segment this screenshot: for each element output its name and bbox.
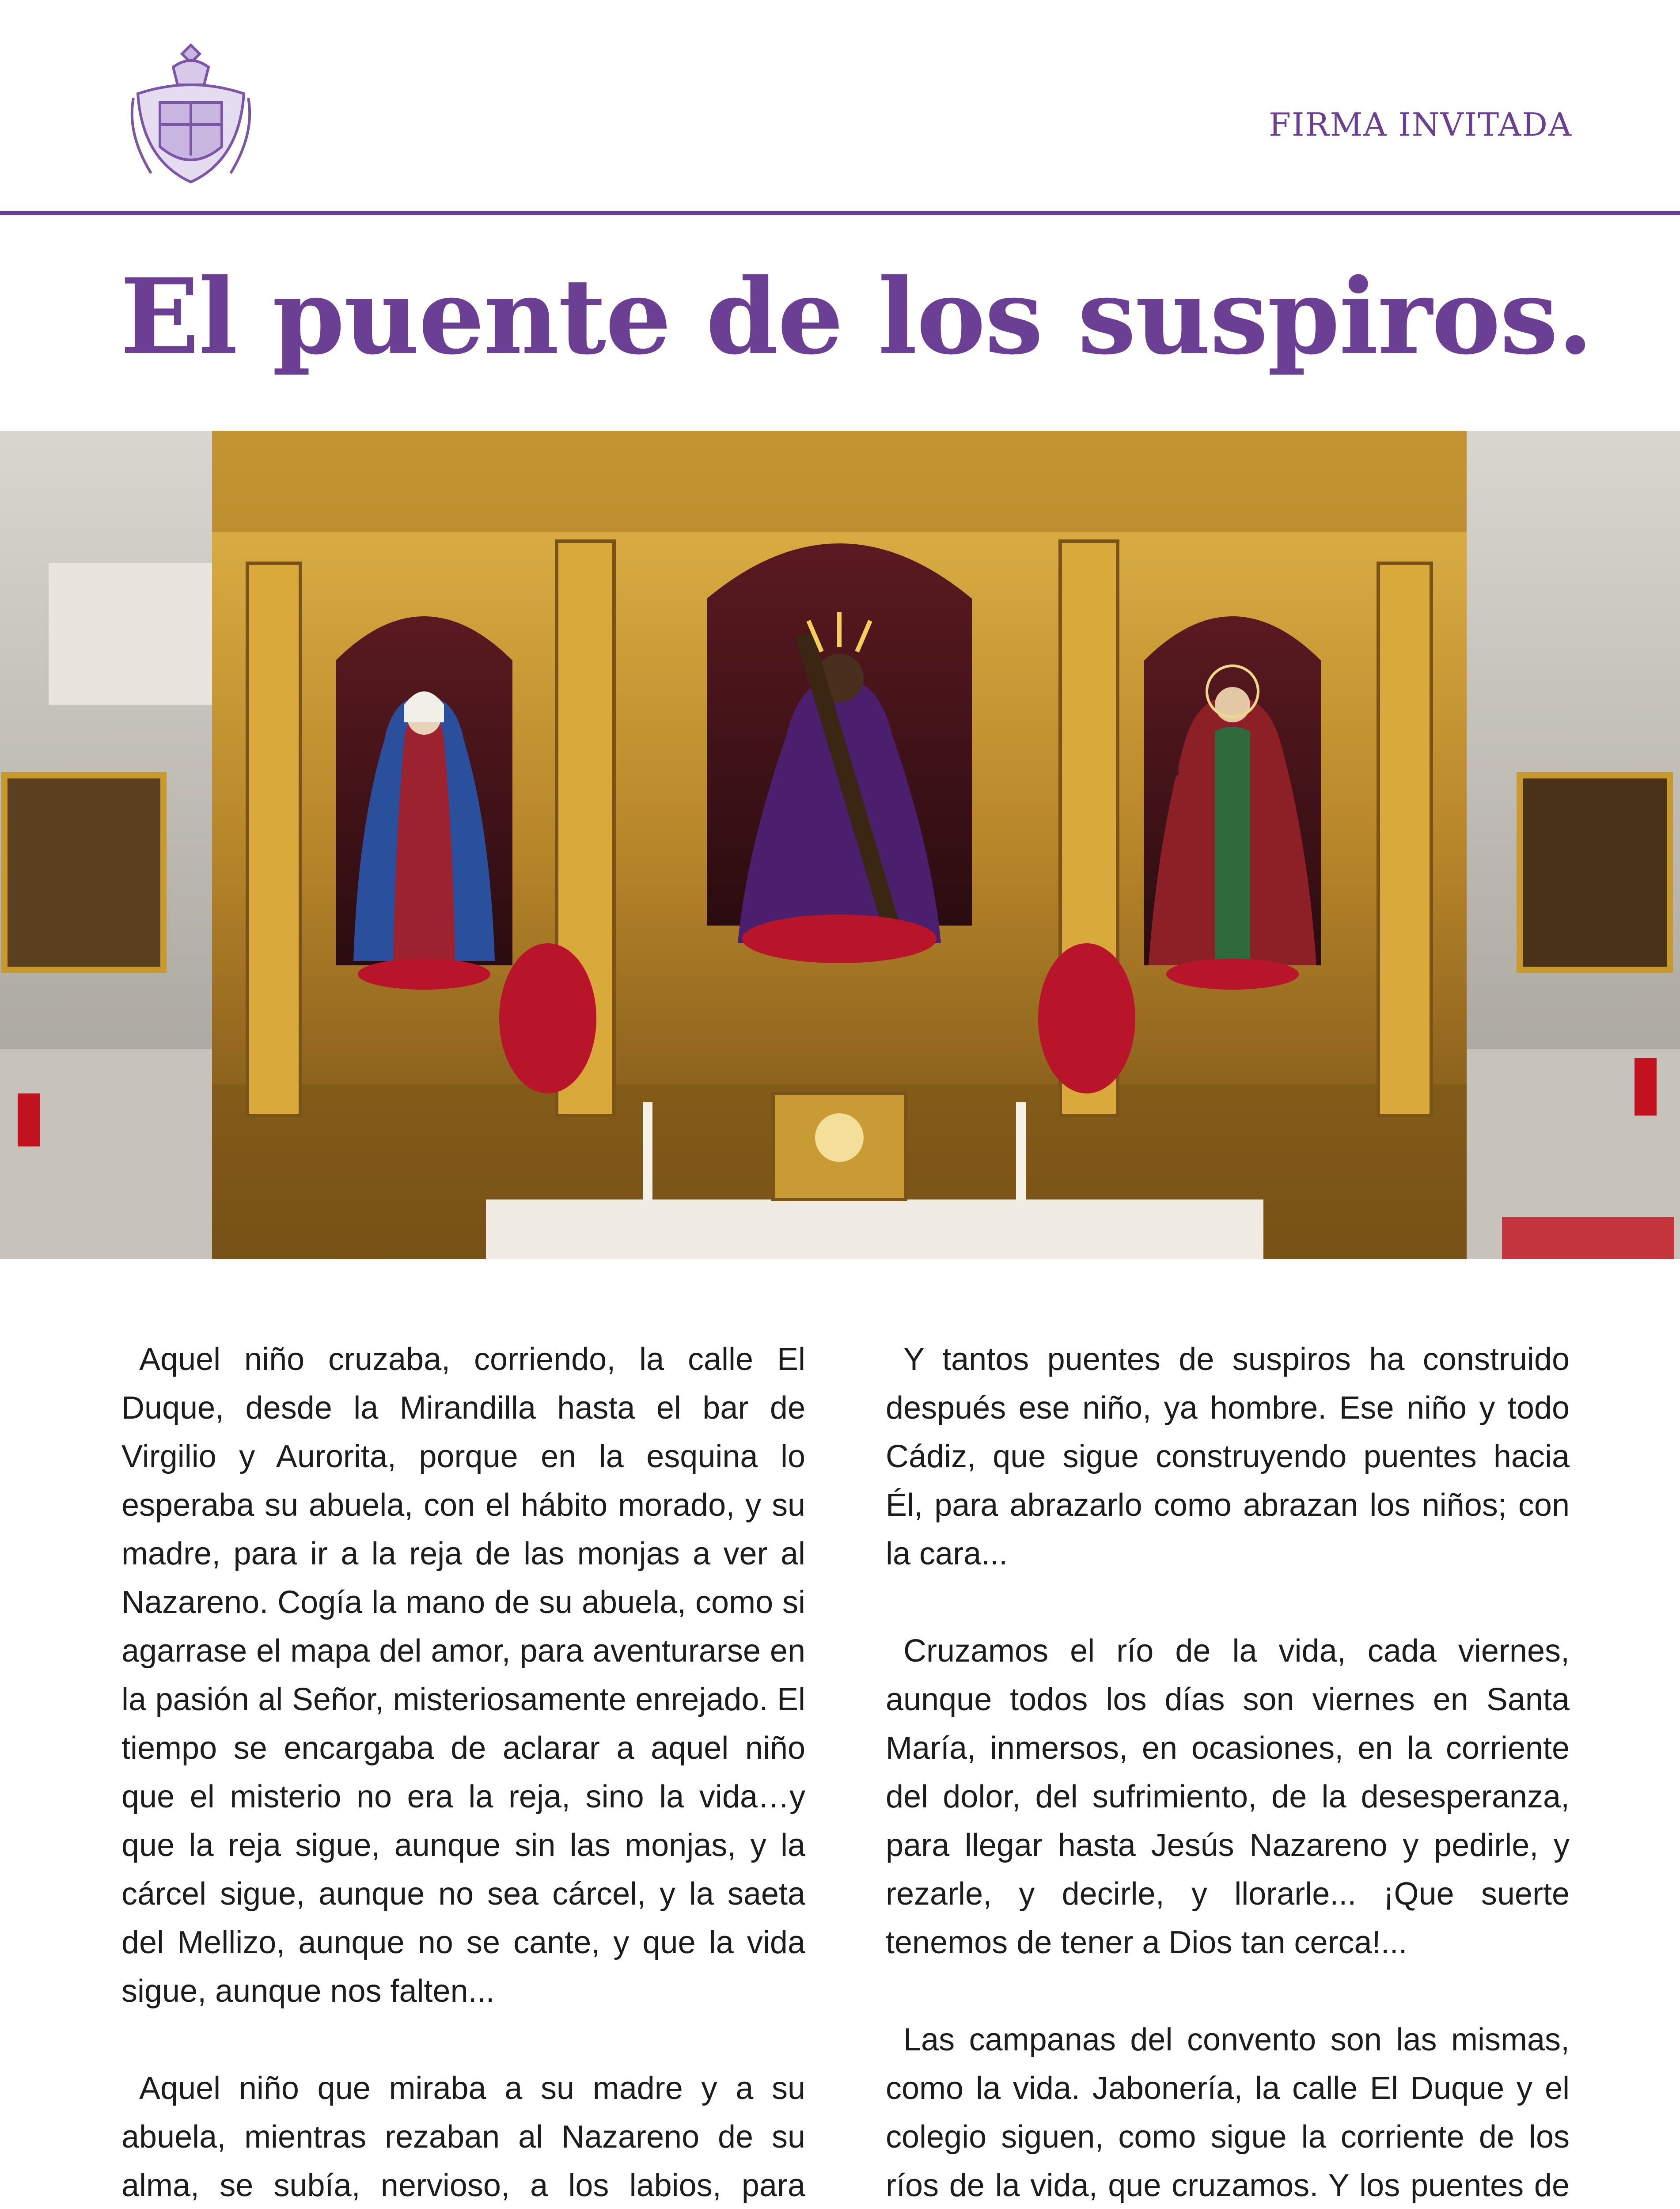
header-divider — [0, 211, 1680, 215]
right-text-column — [886, 1335, 1570, 2209]
paragraph: Aquel niño que miraba a su madre y a su abuela, mientras rezaban al Nazareno de su alma, se subía, nervioso, a los labios, para — [121, 2071, 805, 2203]
paragraph: Y tantos puentes de suspiros ha construido después ese niño, ya hombre. Ese niño y todo Cádiz, que sigue construyendo puentes hacia Él, para abrazarlo como abrazan los niños; con la cara... — [886, 1342, 1570, 1571]
article-title: El puente de los suspiros. — [120, 256, 1593, 378]
coat-of-arms-icon — [125, 41, 257, 191]
paragraph: Aquel niño cruzaba, corriendo, la calle El Duque, desde la Mirandilla hasta el bar de Virgilio y Aurorita, porque en la esquina lo esperaba su abuela, con el hábito morado, y su madre, para ir a la reja de las monjas a ver al Nazareno. Cogía la mano de su abuela, como si agarrase el mapa del amor, para aventurarse en la pasión al Señor, misteriosamente enrejado. El tiempo se encargaba de aclarar a aquel niño que el misterio no era la reja, sino la vida…y que la reja sigue, aunque sin las monjas, y la cárcel sigue, aunque no sea cárcel, y la saeta del Mellizo, aunque no se cante, y que la vida sigue, aunque nos falten... — [121, 1342, 805, 2009]
altarpiece-photo — [0, 431, 1680, 1259]
paragraph: Cruzamos el río de la vida, cada viernes, aunque todos los días son viernes en Santa María, inmersos, en ocasiones, en la corriente del dolor, del sufrimiento, de la desesperanza, para llegar hasta Jesús Nazareno y pedirle, y rezarle, y decirle, y llorarle... ¡Que suerte tenemos de tener a Dios tan cerca!... — [886, 1633, 1570, 1960]
left-text-column — [121, 1335, 805, 2209]
paragraph: Las campanas del convento son las mismas, como la vida. Jabonería, la calle El Duque y el colegio siguen, como sigue la corriente de los ríos de la vida, que cruzamos. Y los puentes de — [886, 2022, 1570, 2203]
section-label: FIRMA INVITADA — [1269, 106, 1572, 143]
